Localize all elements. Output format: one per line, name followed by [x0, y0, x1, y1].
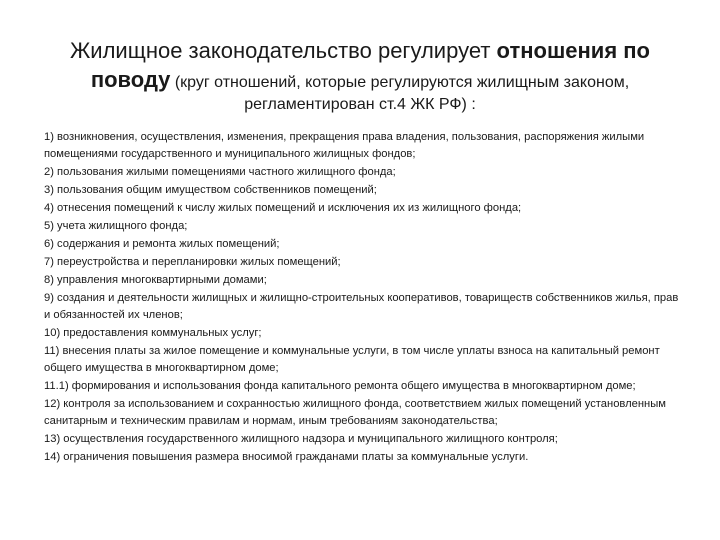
list-item: 2) пользования жилыми помещениями частного жилищного фонда; — [44, 166, 396, 178]
title-subtext: (круг отношений, которые регулируются жилищным законом, регламентирован ст.4 ЖК РФ) : — [170, 74, 630, 114]
list-item: 9) создания и деятельности жилищных и жилищно-строительных кооперативов, товариществ собственников жилья, прав и обязанностей их членов; — [44, 292, 679, 321]
list-item: 12) контроля за использованием и сохранностью жилищного фонда, соответствием жилых помещений установленным санитарным и техническим правилам и нормам, иным требованиям законодательства; — [44, 398, 666, 427]
list-item: 8) управления многоквартирными домами; — [44, 274, 267, 286]
list-item: 11) внесения платы за жилое помещение и коммунальные услуги, в том числе уплаты взноса на капитальный ремонт общего имущества в многоквартирном доме; — [44, 345, 660, 374]
list-item: 4) отнесения помещений к числу жилых помещений и исключения их из жилищного фонда; — [44, 202, 522, 214]
list-item: 6) содержания и ремонта жилых помещений; — [44, 238, 280, 250]
list-item: 1) возникновения, осуществления, изменения, прекращения права владения, пользования, распоряжения жилыми помещениями государственного и муниципального жилищных фондов; — [44, 131, 645, 160]
title-intro: Жилищное законодательство регулирует — [69, 38, 497, 63]
list-item: 10) предоставления коммунальных услуг; — [44, 327, 262, 339]
list-item: 11.1) формирования и использования фонда капитального ремонта общего имущества в многоквартирном доме; — [44, 380, 636, 392]
relations-list — [44, 129, 684, 467]
slide-title — [50, 36, 670, 115]
list-item: 14) ограничения повышения размера вносимой гражданами платы за коммунальные услуги. — [44, 451, 529, 463]
list-item: 5) учета жилищного фонда; — [44, 220, 188, 232]
list-item: 7) переустройства и перепланировки жилых помещений; — [44, 256, 341, 268]
list-item: 3) пользования общим имуществом собственников помещений; — [44, 184, 377, 196]
list-item: 13) осуществления государственного жилищного надзора и муниципального жилищного контроля; — [44, 433, 558, 445]
title-emphasis: отношения по поводу — [90, 38, 650, 93]
